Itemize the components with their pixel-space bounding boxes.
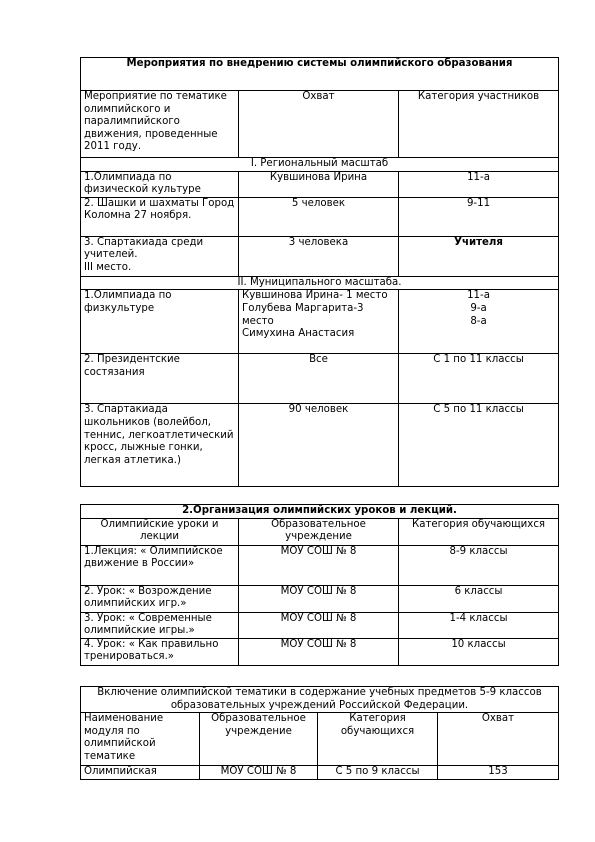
table-cell: 1-4 классы <box>399 612 559 638</box>
table-cell: Кувшинова Ирина- 1 место Голубева Маргарита-3 место Симухина Анастасия <box>239 290 399 354</box>
table-row <box>81 354 559 404</box>
table-cell: 10 классы <box>399 638 559 665</box>
table-cell: 5 человек <box>239 197 399 236</box>
table-row <box>81 638 559 665</box>
table-cell: С 5 по 9 классы <box>318 766 438 780</box>
table-cell: 2. Урок: « Возрождение олимпийских игр.» <box>81 585 239 612</box>
table-cell: 9-11 <box>399 197 559 236</box>
table3-title: Включение олимпийской тематики в содержание учебных предметов 5-9 классов образовательных учреждений Российской Федерации. <box>81 687 559 713</box>
table-row <box>81 171 559 197</box>
table-cell: Кувшинова Ирина <box>239 171 399 197</box>
table-cell: 11-а 9-а 8-а <box>399 290 559 354</box>
table-cell: С 5 по 11 классы <box>399 404 559 487</box>
table2-header-category: Категория обучающихся <box>399 518 559 545</box>
table3-header-school: Образовательное учреждение <box>200 713 318 766</box>
table1-header-coverage: Охват <box>239 91 399 158</box>
table-cell: МОУ СОШ № 8 <box>239 545 399 585</box>
table-cell: Учителя <box>399 236 559 276</box>
table-cell: 6 классы <box>399 585 559 612</box>
table-cell: 90 человек <box>239 404 399 487</box>
table1-header-event: Мероприятие по тематике олимпийского и паралимпийского движения, проведенные 2011 году. <box>81 91 239 158</box>
table-row <box>81 612 559 638</box>
table-cell: 1.Лекция: « Олимпийское движение в России» <box>81 545 239 585</box>
table-row <box>81 766 559 780</box>
table-cell: МОУ СОШ № 8 <box>200 766 318 780</box>
table-cell: 4. Урок: « Как правильно тренироваться.» <box>81 638 239 665</box>
table2-header-school: Образовательное учреждение <box>239 518 399 545</box>
table-row <box>81 236 559 276</box>
table-cell: 3. Урок: « Современные олимпийские игры.» <box>81 612 239 638</box>
table2-header-lessons: Олимпийские уроки и лекции <box>81 518 239 545</box>
table2-title: 2.Организация олимпийских уроков и лекций. <box>81 505 559 519</box>
table-cell: 153 <box>438 766 559 780</box>
table1-section-regional: I. Региональный масштаб <box>81 158 559 172</box>
table1-title: Мероприятия по внедрению системы олимпийского образования <box>81 58 559 91</box>
table-cell: 2. Шашки и шахматы Город Коломна 27 ноября. <box>81 197 239 236</box>
table-cell: С 1 по 11 классы <box>399 354 559 404</box>
table-row <box>81 290 559 354</box>
table-row <box>81 197 559 236</box>
table-cell: 3. Спартакиада школьников (волейбол, теннис, легкоатлетический кросс, лыжные гонки, легкая атлетика.) <box>81 404 239 487</box>
table-cell: 2. Президентские состязания <box>81 354 239 404</box>
table3-header-coverage: Охват <box>438 713 559 766</box>
table1-section-municipal: II. Муниципального масштаба. <box>81 276 559 290</box>
table1-header-category: Категория участников <box>399 91 559 158</box>
table-cell: Олимпийская <box>81 766 200 780</box>
table-cell: МОУ СОШ № 8 <box>239 638 399 665</box>
table3-header-module: Наименование модуля по олимпийской тематике <box>81 713 200 766</box>
table-row <box>81 545 559 585</box>
table-cell: МОУ СОШ № 8 <box>239 585 399 612</box>
olympic-curriculum-table <box>80 686 559 780</box>
table-cell: Все <box>239 354 399 404</box>
table3-header-category: Категория обучающихся <box>318 713 438 766</box>
table-row <box>81 585 559 612</box>
table-cell: МОУ СОШ № 8 <box>239 612 399 638</box>
table-cell: 3 человека <box>239 236 399 276</box>
table-cell: 3. Спартакиада среди учителей. III место. <box>81 236 239 276</box>
olympic-events-table <box>80 57 559 487</box>
olympic-lessons-table <box>80 504 559 666</box>
table-cell: 1.Олимпиада по физической культуре <box>81 171 239 197</box>
table-cell: 11-а <box>399 171 559 197</box>
table-cell: 1.Олимпиада по физкультуре <box>81 290 239 354</box>
table-row <box>81 404 559 487</box>
table-cell: 8-9 классы <box>399 545 559 585</box>
